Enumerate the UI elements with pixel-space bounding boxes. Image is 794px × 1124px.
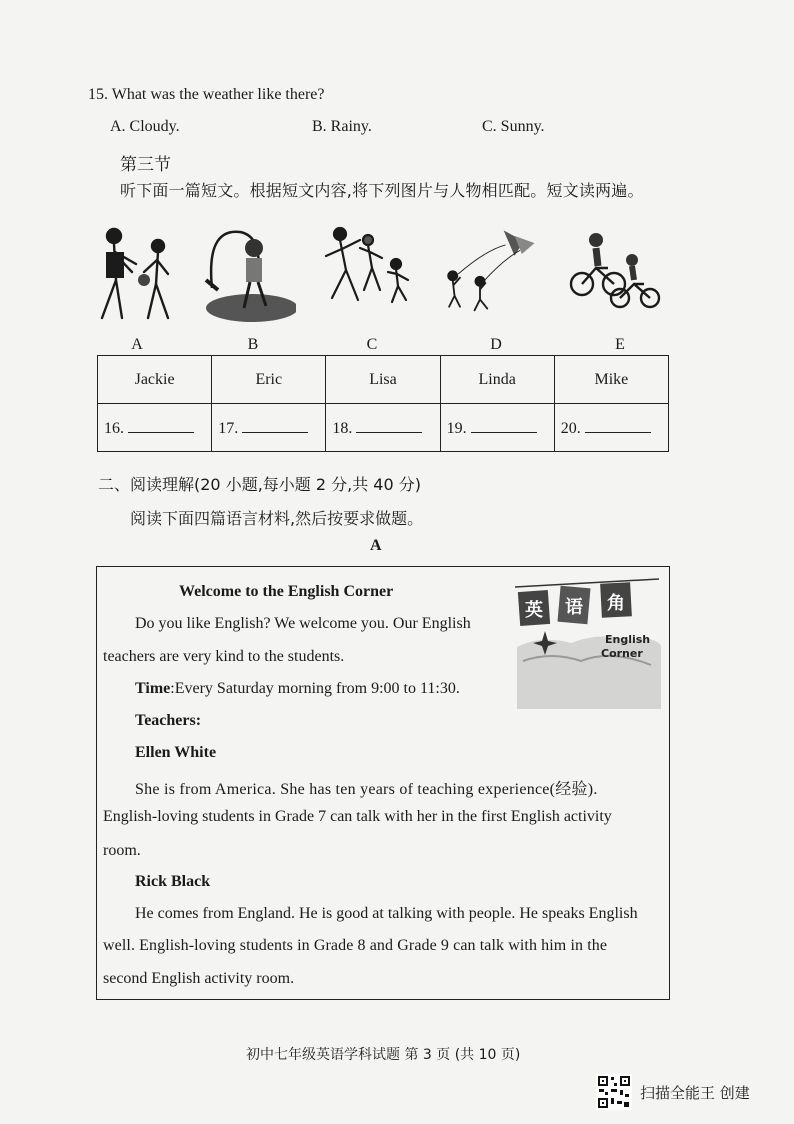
answer-cell-18[interactable] xyxy=(326,404,440,452)
teacher-2-line-3: second English activity room. xyxy=(103,970,295,987)
teacher-1-line-1: She is from America. She has ten years of teaching experience(经验). xyxy=(135,781,598,798)
answer-number-16: 16. xyxy=(104,419,124,437)
time-label: Time xyxy=(135,680,171,697)
answer-blank-17[interactable] xyxy=(242,418,308,433)
option-a: A. Cloudy. xyxy=(110,118,180,135)
jump-rope-icon xyxy=(196,218,296,330)
basketball-icon xyxy=(92,218,192,330)
name-mike: Mike xyxy=(554,356,668,404)
teacher-2-line-1: He comes from England. He is good at talking with people. He speaks English xyxy=(135,905,638,922)
matching-table xyxy=(97,355,669,452)
names-row xyxy=(98,356,669,404)
answer-cell-16[interactable] xyxy=(98,404,212,452)
answer-number-17: 17. xyxy=(218,419,239,437)
teacher-2-name: Rick Black xyxy=(135,873,211,890)
teachers-label: Teachers: xyxy=(135,712,202,729)
name-jackie: Jackie xyxy=(98,356,212,404)
answer-number-20: 20. xyxy=(560,419,581,437)
time-value: :Every Saturday morning from 9:00 to 11:30. xyxy=(170,680,460,697)
picture-label-b: B xyxy=(247,336,259,353)
question-15-stem: 15. What was the weather like there? xyxy=(88,86,325,103)
answer-blank-19[interactable] xyxy=(471,418,537,433)
picture-label-c: C xyxy=(366,336,378,353)
teacher-1-line-3: room. xyxy=(103,842,141,859)
passage-title: Welcome to the English Corner xyxy=(179,583,394,600)
running-family-icon xyxy=(318,218,418,330)
name-linda: Linda xyxy=(440,356,554,404)
english-corner-image xyxy=(511,575,663,709)
time-line xyxy=(135,680,460,698)
teacher-1-name: Ellen White xyxy=(135,744,217,761)
passage-a-box xyxy=(96,566,670,1000)
answers-row xyxy=(98,404,669,452)
option-b: B. Rainy. xyxy=(312,118,372,135)
answer-number-18: 18. xyxy=(332,419,353,437)
option-c: C. Sunny. xyxy=(482,118,545,135)
part-2-instruction: 阅读下面四篇语言材料,然后按要求做题。 xyxy=(130,509,424,528)
section-3-instruction: 听下面一篇短文。根据短文内容,将下列图片与人物相匹配。短文读两遍。 xyxy=(120,181,644,200)
answer-number-19: 19. xyxy=(446,419,467,437)
kite-flying-icon xyxy=(440,218,540,330)
caption-english: English xyxy=(605,633,651,646)
answer-cell-17[interactable] xyxy=(212,404,326,452)
picture-label-d: D xyxy=(490,336,502,353)
qr-code-icon xyxy=(596,1074,632,1110)
cycling-icon xyxy=(568,218,668,330)
part-2-heading: 二、阅读理解(20 小题,每小题 2 分,共 40 分) xyxy=(98,475,421,494)
picture-label-e: E xyxy=(615,336,625,353)
page-footer: 初中七年级英语学科试题 第 3 页 (共 10 页) xyxy=(246,1047,521,1063)
teacher-2-line-2: well. English-loving students in Grade 8 and Grade 9 can talk with him in the xyxy=(103,937,608,954)
passage-label: A xyxy=(370,537,382,554)
card-yu: 语 xyxy=(565,597,583,618)
answer-blank-20[interactable] xyxy=(585,418,651,433)
answer-blank-18[interactable] xyxy=(356,418,422,433)
card-jiao: 角 xyxy=(607,593,625,614)
teacher-1-line-2: English-loving students in Grade 7 can talk with her in the first English activity xyxy=(103,808,612,825)
card-ying: 英 xyxy=(525,600,543,621)
picture-label-a: A xyxy=(131,336,143,353)
answer-blank-16[interactable] xyxy=(128,418,194,433)
intro-line-1: Do you like English? We welcome you. Our English xyxy=(135,615,471,632)
caption-corner: Corner xyxy=(601,647,643,660)
name-eric: Eric xyxy=(212,356,326,404)
answer-cell-20[interactable] xyxy=(554,404,668,452)
intro-line-2: teachers are very kind to the students. xyxy=(103,648,345,665)
section-3-title: 第三节 xyxy=(120,155,171,175)
name-lisa: Lisa xyxy=(326,356,440,404)
answer-cell-19[interactable] xyxy=(440,404,554,452)
scanner-watermark: 扫描全能王 创建 xyxy=(640,1084,750,1102)
